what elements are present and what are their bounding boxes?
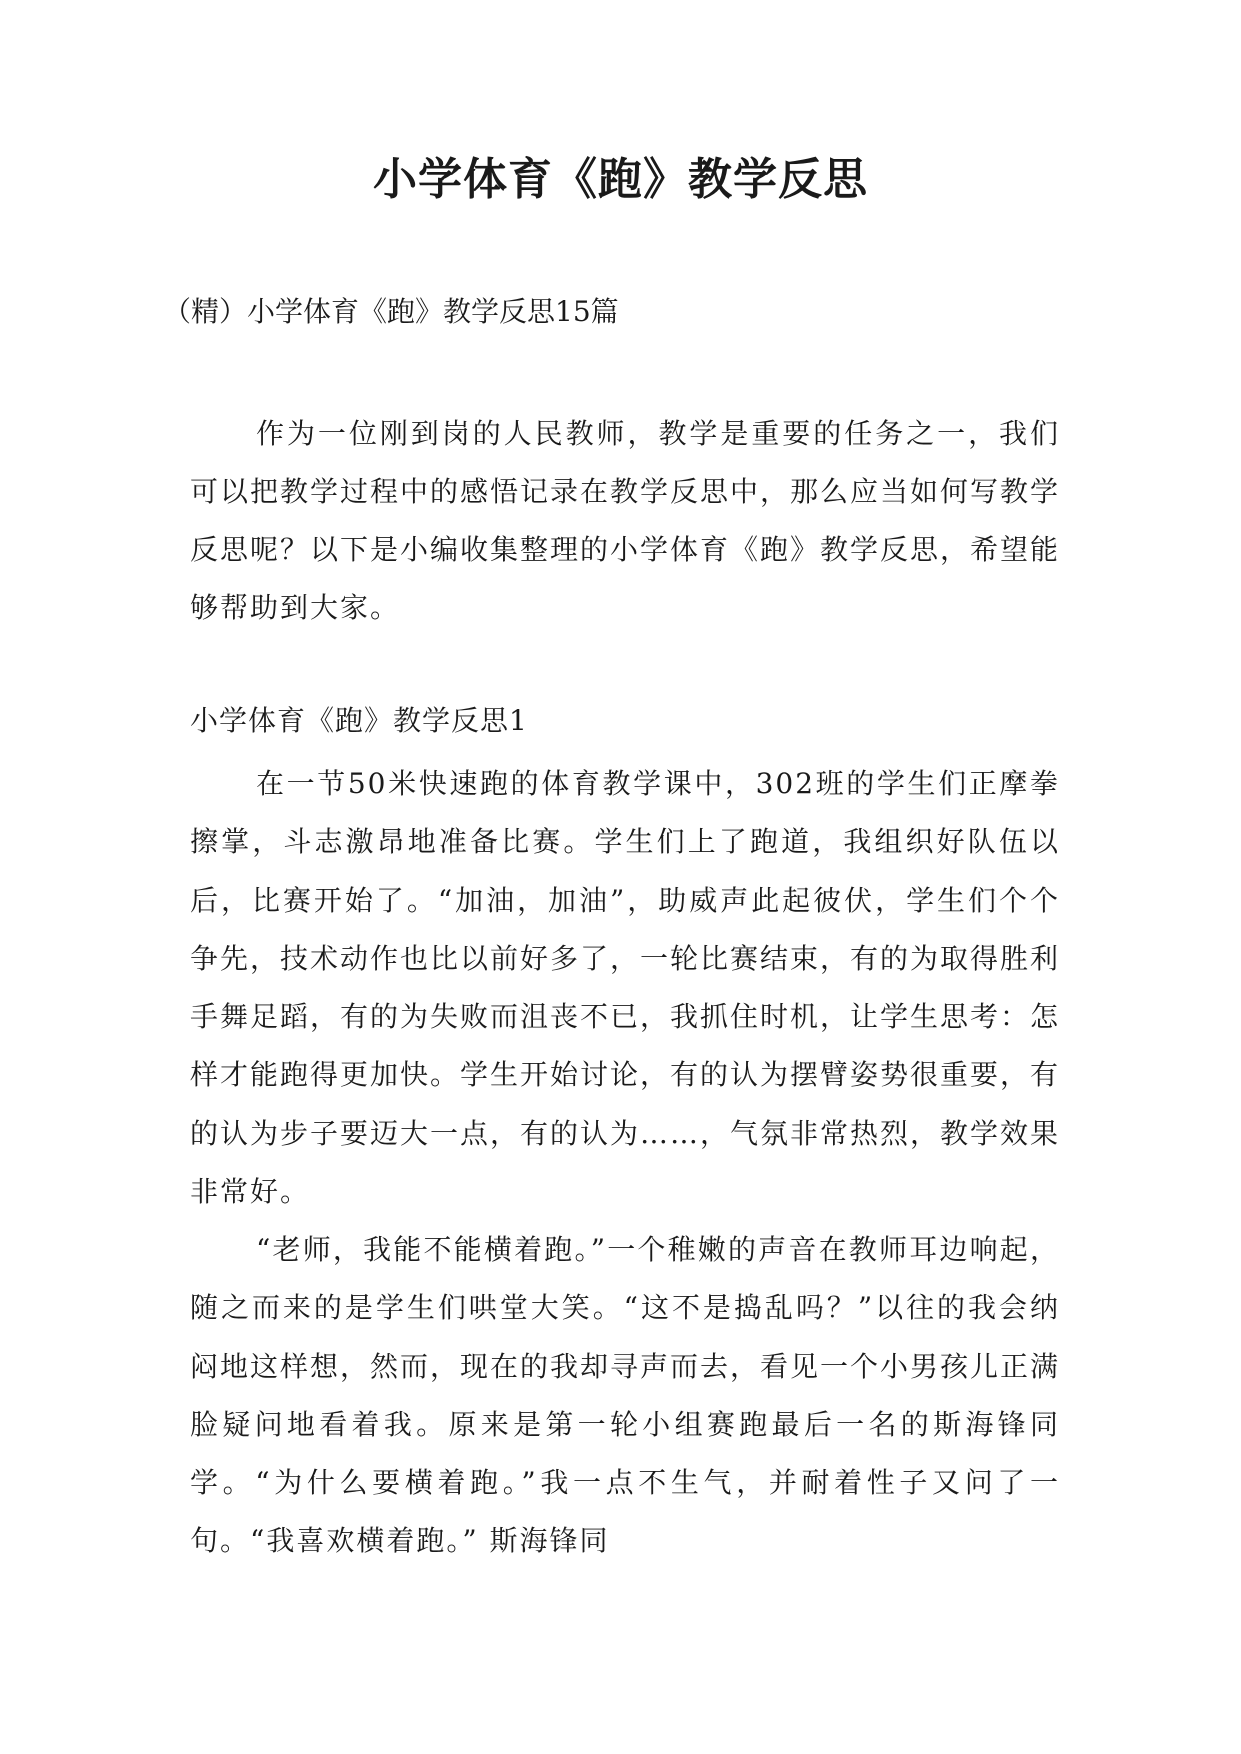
document-subtitle: （精）小学体育《跑》教学反思15篇 <box>163 295 619 328</box>
document-title: 小学体育《跑》教学反思 <box>373 154 868 205</box>
section-paragraph: “老师，我能不能横着跑。”一个稚嫩的声音在教师耳边响起，随之而来的是学生们哄堂大笑。“这不是捣乱吗？”以往的我会纳闷地这样想，然而，现在的我却寻声而去，看见一个小男孩儿正满脸疑问地看着我。原来是第一轮小组赛跑最后一名的斯海锋同学。“为什么要横着跑。”我一点不生气，并耐着性子又问了一句。“我喜欢横着跑。” 斯海锋同 <box>190 1233 1061 1558</box>
section-paragraph: 在一节50米快速跑的体育教学课中，302班的学生们正摩拳擦掌，斗志激昂地准备比赛。学生们上了跑道，我组织好队伍以后，比赛开始了。“加油，加油”，助威声此起彼伏，学生们个个争先，技术动作也比以前好多了，一轮比赛结束，有的为取得胜利手舞足蹈，有的为失败而沮丧不已，我抓住时机，让学生思考：怎样才能跑得更加快。学生开始讨论，有的认为摆臂姿势很重要，有的认为步子要迈大一点，有的认为……，气氛非常热烈，教学效果非常好。 <box>190 767 1061 1209</box>
intro-paragraph: 作为一位刚到岗的人民教师，教学是重要的任务之一，我们可以把教学过程中的感悟记录在教学反思中，那么应当如何写教学反思呢？以下是小编收集整理的小学体育《跑》教学反思，希望能够帮助到大家。 <box>190 417 1061 624</box>
section-heading: 小学体育《跑》教学反思1 <box>190 704 528 737</box>
